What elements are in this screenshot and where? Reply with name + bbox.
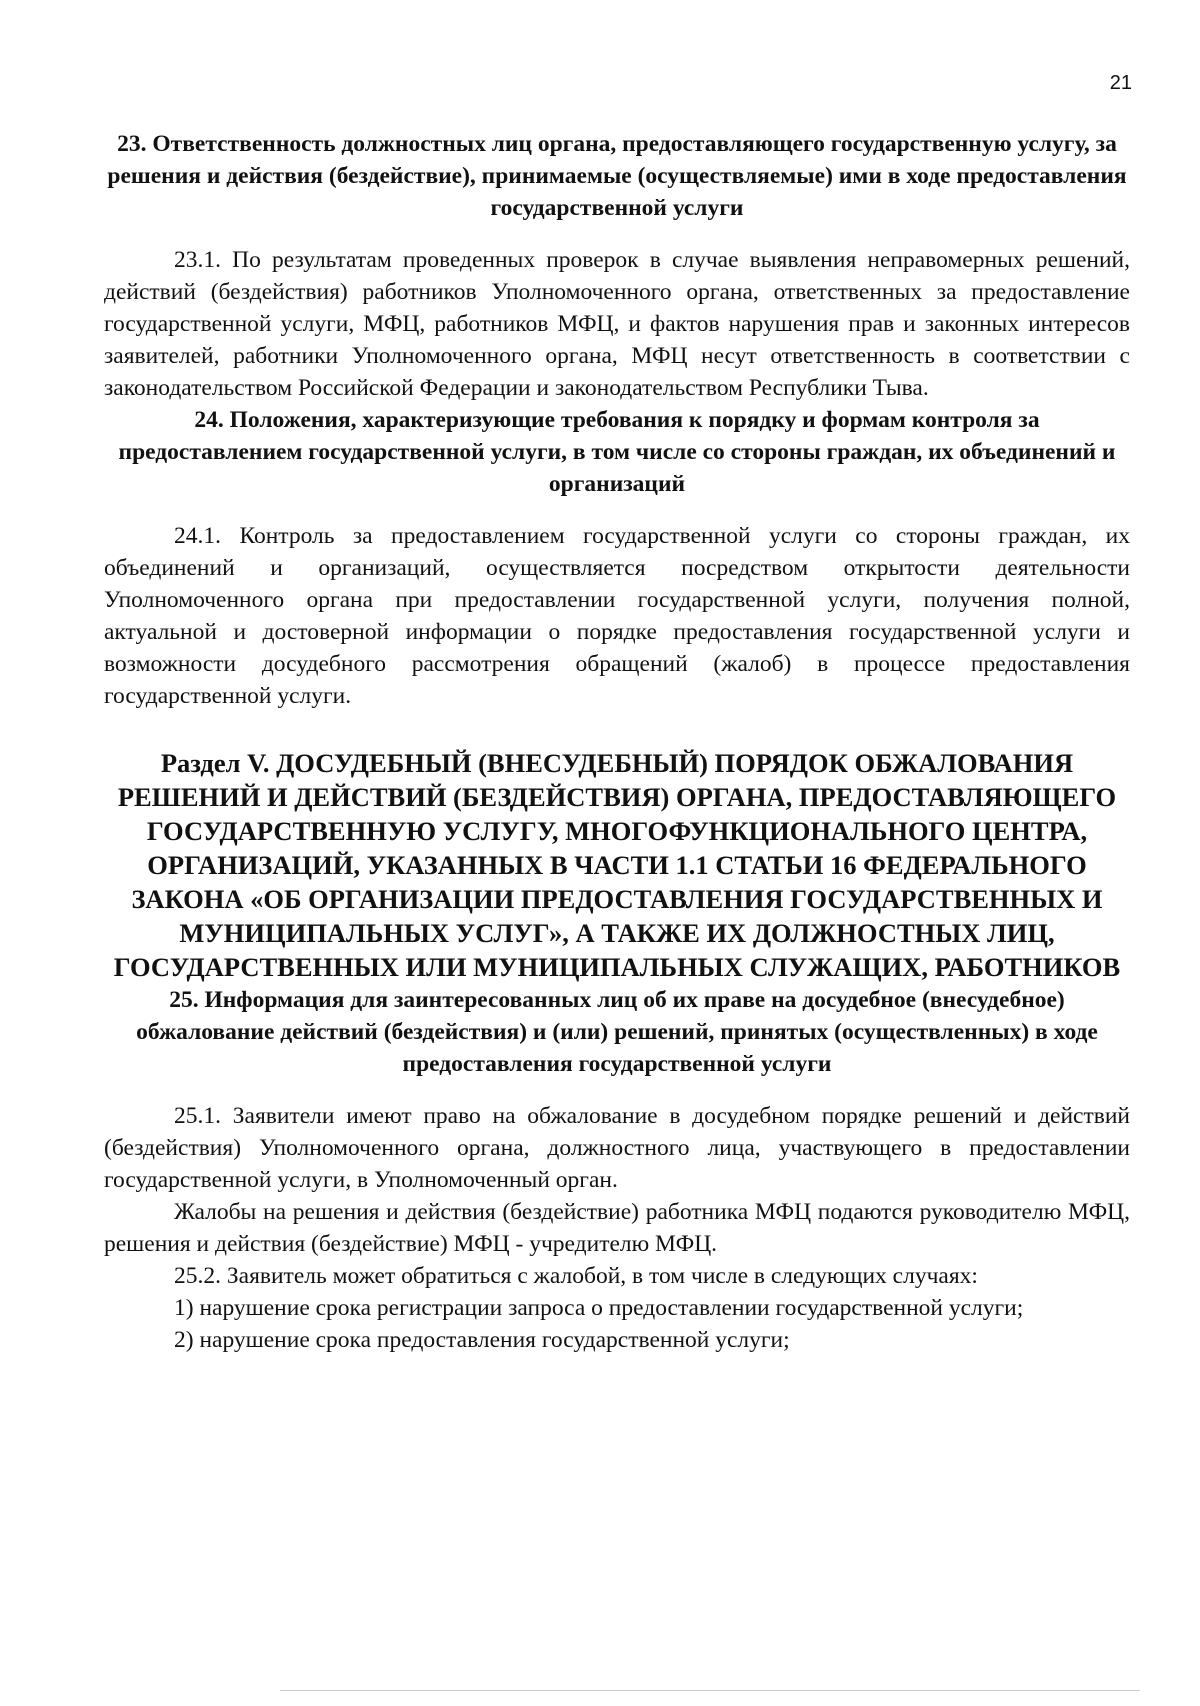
section-23-body [104,244,1130,404]
paragraph-24-1: 24.1. Контроль за предоставлением государственной услуги со стороны граждан, их объединений и организаций, осуществляется посредством открытости деятельности Уполномоченного органа при предоставлении государственной услуги, получения полной, актуальной и достоверной информации о порядке предоставления государственной услуги и возможности досудебного рассмотрения обращений (жалоб) в процессе предоставления государственной услуги. [104,523,1130,709]
section-25-body [104,1100,1130,1356]
section-23-heading: 23. Ответственность должностных лиц органа, предоставляющего государственную услугу, за решения и действия (бездействие), принимаемые (осуществляемые) ими в ходе предоставления государственной услуги [107,131,1127,221]
paragraph-25-2: 25.2. Заявитель может обратиться с жалобой, в том числе в следующих случаях: [174,1263,978,1289]
list-item-1: 1) нарушение срока регистрации запроса о предоставлении государственной услуги; [174,1295,1024,1321]
document-content [104,128,1130,1356]
section-24-body [104,520,1130,712]
paragraph-23-1: 23.1. По результатам проведенных проверок в случае выявления неправомерных решений, действий (бездействия) работников Уполномоченного органа, ответственных за предоставление государственной услуги, МФЦ, работников МФЦ, и фактов нарушения прав и законных интересов заявителей, работники Уполномоченного органа, МФЦ несут ответственность в соответствии с законодательством Российской Федерации и законодательством Республики Тыва. [104,247,1130,401]
chapter-5-heading: Раздел V. ДОСУДЕБНЫЙ (ВНЕСУДЕБНЫЙ) ПОРЯДОК ОБЖАЛОВАНИЯ РЕШЕНИЙ И ДЕЙСТВИЙ (БЕЗДЕЙСТВИЯ) ОРГАНА, ПРЕДОСТАВЛЯЮЩЕГО ГОСУДАРСТВЕННУЮ УСЛУГУ, МНОГОФУНКЦИОНАЛЬНОГО ЦЕНТРА, ОРГАНИЗАЦИЙ, УКАЗАННЫХ В ЧАСТИ 1.1 СТАТЬИ 16 ФЕДЕРАЛЬНОГО ЗАКОНА «ОБ ОРГАНИЗАЦИИ ПРЕДОСТАВЛЕНИЯ ГОСУДАРСТВЕННЫХ И МУНИЦИПАЛЬНЫХ УСЛУГ», А ТАКЖЕ ИХ ДОЛЖНОСТНЫХ ЛИЦ, ГОСУДАРСТВЕННЫХ ИЛИ МУНИЦИПАЛЬНЫХ СЛУЖАЩИХ, РАБОТНИКОВ [113,748,1121,982]
list-item-2: 2) нарушение срока предоставления государственной услуги; [174,1327,790,1353]
paragraph-25-1-complaints: Жалобы на решения и действия (бездействие) работника МФЦ подаются руководителю МФЦ, решения и действия (бездействие) МФЦ - учредителю МФЦ. [104,1199,1130,1257]
paragraph-25-1: 25.1. Заявители имеют право на обжалование в досудебном порядке решений и действий (бездействия) Уполномоченного органа, должностного лица, участвующего в предоставлении государственной услуги, в Уполномоченный орган. [104,1103,1130,1193]
page-number: 21 [1109,72,1132,94]
scan-edge-line [280,1690,1140,1691]
section-24-heading: 24. Положения, характеризующие требования к порядку и формам контроля за предоставлением государственной услуги, в том числе со стороны граждан, их объединений и организаций [118,407,1116,497]
section-25-heading: 25. Информация для заинтересованных лиц об их праве на досудебное (внесудебное) обжалование действий (бездействия) и (или) решений, принятых (осуществленных) в ходе предоставления государственной услуги [136,987,1098,1077]
